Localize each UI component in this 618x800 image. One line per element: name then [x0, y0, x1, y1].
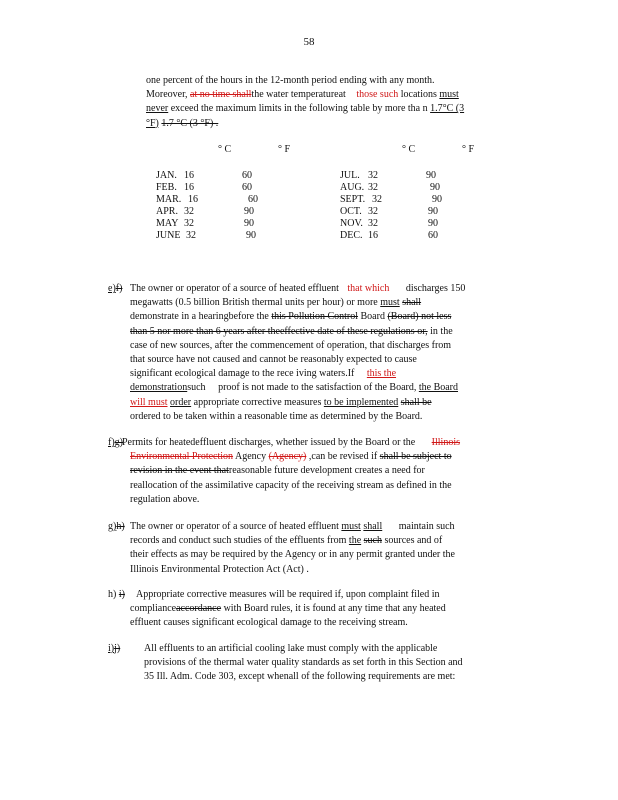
- table-row: APR. 32 90: [156, 206, 254, 217]
- table-row: OCT. 32 90: [340, 206, 438, 217]
- table-row: FEB. 16 60: [156, 182, 252, 193]
- intro-line-2: Moreover, at no time shallthe water temperatureat those such locations must: [146, 89, 459, 101]
- section-label: e)f): [108, 283, 123, 294]
- table-header-right-f: ° F: [462, 144, 475, 155]
- section-label: f)g): [108, 437, 124, 448]
- section-f-body: Permits for heatedeffluent discharges, whether issued by the Board or the Illinois Environmental Protection Agency (Agency) ,can be revised if shall be subject to revision in the event thatreasonable future development creates a need for reallocation of the assimilative capacity of the receiving stream as defined in the regulation above.: [122, 437, 461, 505]
- table-header-left-c: ° C: [218, 144, 232, 155]
- table-row: DEC. 16 60: [340, 230, 438, 241]
- temperature-table-left: [156, 170, 296, 242]
- intro-line-4: °F) 1.7 °C (3 °F) .: [146, 117, 219, 129]
- intro-line-3: never exceed the maximum limits in the following table by more tha n 1.7°C (3: [146, 103, 465, 115]
- temperature-table-right: [340, 170, 480, 242]
- section-g-body: The owner or operator of a source of heated effluent must shall maintain such records and conduct such studies of the effluents from the such sources and of their effects as may be required by the Agency or in any permit granted under the Illinois Environmental Protection Act (Act) .: [130, 521, 455, 575]
- table-row: JUL. 32 90: [340, 170, 436, 181]
- intro-line-1: one percent of the hours in the 12-month period ending with any month.: [146, 75, 435, 86]
- table-header-right-c: ° C: [402, 144, 416, 155]
- page-number: 58: [303, 36, 315, 48]
- inserted-text: those such: [356, 89, 399, 101]
- section-label: i)j): [108, 643, 121, 654]
- section-label: h) i): [108, 589, 125, 600]
- section-label: g)h): [108, 521, 125, 532]
- table-row: SEPT. 32 90: [340, 194, 442, 205]
- section-h-body: Appropriate corrective measures will be required if, upon complaint filed in complianceaccordance with Board rules, it is found at any time that any heated effluent causes significant ecological damage to the receiving stream.: [130, 589, 446, 629]
- table-row: MAY 32 90: [156, 218, 254, 229]
- table-row: MAR. 16 60: [156, 194, 258, 205]
- table-row: NOV. 32 90: [340, 218, 438, 229]
- table-row: AUG. 32 90: [340, 182, 440, 193]
- table-header-left-f: ° F: [278, 144, 291, 155]
- intro-paragraph: [146, 74, 526, 131]
- deleted-text: at no time shall: [190, 89, 252, 101]
- section-i-body: All effluents to an artificial cooling lake must comply with the applicable provisions of the thermal water quality standards as set forth in this Section and 35 Ill. Adm. Code 303, except whenall of the following requirements are met:: [144, 643, 463, 683]
- table-row: JUNE 32 90: [156, 230, 256, 241]
- section-e-body: The owner or operator of a source of heated effluent that which discharges 150 megawatts (0.5 billion British thermal units per hour) or more must shall demonstrate in a hearingbefore the this Pollution Control Board (Board) not less than 5 nor more than 6 years after theeffective date of these regulations or, in the case of new sources, after the commencement of operation, that discharges from that source have not caused and cannot be reasonably expected to cause significant ecological damage to the rece iving waters.If this the demonstrationsuch proof is not made to the satisfaction of the Board, the Board will must order appropriate corrective measures to be implemented shall be ordered to be taken within a reasonable time as determined by the Board.: [130, 283, 466, 422]
- table-row: JAN. 16 60: [156, 170, 252, 181]
